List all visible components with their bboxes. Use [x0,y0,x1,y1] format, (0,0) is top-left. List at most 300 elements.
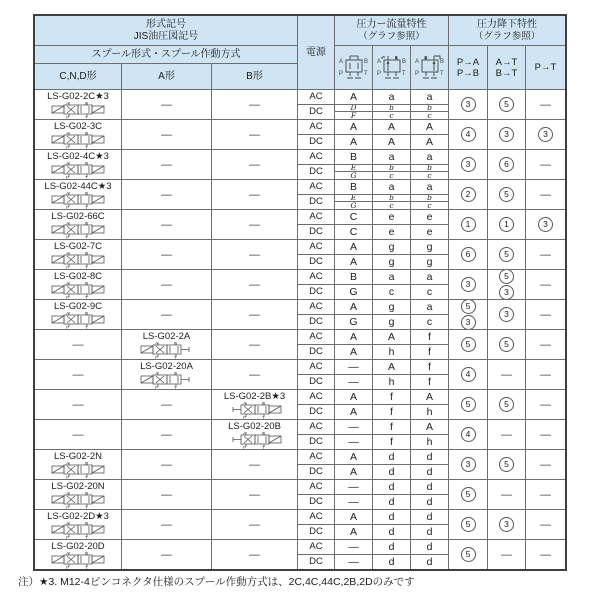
flow-value-dc: d [411,495,449,510]
graph-ref-badge: 5 [461,547,476,562]
graph-ref-badge: 5 [461,397,476,412]
svg-text:P: P [66,114,70,119]
power-ac-label: AC [298,270,335,285]
flow-value-dc: h [411,405,449,420]
flow-value-dc: d [373,525,411,540]
graph-ref-badge: 6 [499,157,514,172]
flow-value-dc: f [411,345,449,360]
svg-text:B: B [363,58,368,65]
flow-value-ac: B [335,150,373,165]
svg-text:A: A [66,221,70,226]
power-dc-label: DC [298,105,335,120]
graph-ref-badge: 5 [499,397,514,412]
pressure-drop-cell [526,510,565,539]
empty-dash: — [540,458,551,471]
drop-col-label: A→T [495,56,518,68]
flow-value-ac: B [335,180,373,195]
svg-text:T: T [261,444,265,449]
svg-text:A: A [66,311,70,316]
svg-text:T: T [85,294,88,299]
empty-dash: — [161,249,172,261]
jis-valve-symbol-icon [43,492,113,509]
power-ac-label: AC [298,240,335,255]
empty-cell [35,330,122,359]
table-row [35,150,565,180]
empty-dash: — [540,518,551,531]
flow-value-dc [335,105,373,120]
flow-value-ac: A [335,450,373,465]
empty-dash: — [249,309,260,321]
drop-subtitle: （グラフ参照） [473,30,541,42]
flow-value-ac: g [373,300,411,315]
flow-value-dc [373,165,411,180]
table-row [35,240,565,270]
header-drop-at-bt [488,46,526,90]
svg-text:T: T [401,70,406,77]
flow-value-dc: d [411,555,449,570]
flow-symbol-cell-2 [373,46,411,90]
flow-value-dc [373,105,411,120]
flow-value-dc: A [335,135,373,150]
flow-value-dc-top: b [427,194,432,203]
empty-dash: — [161,279,172,291]
svg-text:B: B [261,431,265,436]
empty-dash: — [161,189,172,201]
flow-value-ac: d [411,540,449,555]
flow-value-dc-bottom: c [411,111,448,119]
svg-text:A: A [66,191,70,196]
flow-value-dc: d [411,465,449,480]
pressure-drop-cell [449,510,488,539]
empty-cell [122,120,212,149]
header-flow-title [335,16,449,46]
power-dc-label: DC [298,135,335,150]
graph-ref-badge: 5 [461,300,476,314]
model-title-line2: JIS油圧図記号 [133,30,199,42]
graph-ref-badge: 2 [461,187,476,202]
empty-dash: — [540,188,551,201]
table-row [35,510,565,540]
graph-ref-badge: 4 [461,367,476,382]
drop-col-label: B→T [495,67,518,79]
jis-valve-symbol-icon [43,282,113,299]
model-cell [35,300,122,329]
jis-valve-symbol-icon [43,252,113,269]
empty-cell [212,270,298,299]
graph-ref-badge: 5 [499,457,514,472]
header-drop-pa-pb [449,46,488,90]
flow-value-dc-top: b [427,164,432,173]
jis-valve-symbol-icon [43,102,113,119]
pressure-drop-cell [526,120,565,149]
pressure-drop-cell [488,300,526,329]
flow-value-dc: A [335,255,373,270]
empty-cell [212,450,298,479]
flow-value-ac: A [335,510,373,525]
jis-valve-symbol-icon [43,162,113,179]
flow-value-ac: a [411,300,449,315]
pressure-drop-cell [526,330,565,359]
flow-value-ac: f [411,360,449,375]
flow-value-dc: h [373,345,411,360]
model-code: LS-G02-2N [53,450,103,462]
empty-dash: — [249,519,260,531]
svg-text:T: T [85,264,88,269]
model-cell [35,510,122,539]
flow-value-dc: f [373,405,411,420]
flow-value-ac: a [373,180,411,195]
pressure-drop-cell [488,210,526,239]
pressure-drop-cell [526,240,565,269]
empty-dash: — [161,129,172,141]
flow-value-dc-bottom: c [373,171,410,179]
svg-text:B: B [85,281,89,286]
svg-text:T: T [85,204,88,209]
svg-text:A: A [376,58,381,65]
flow-value-dc: A [335,525,373,540]
flow-value-dc [373,195,411,210]
pressure-drop-cell [449,270,488,299]
pressure-drop-cell [526,90,565,119]
flow-value-ac: — [335,360,373,375]
empty-dash: — [540,248,551,261]
svg-text:P: P [66,234,70,239]
svg-text:B: B [85,221,89,226]
pressure-drop-cell [488,240,526,269]
empty-dash: — [540,308,551,321]
svg-text:P: P [242,444,246,449]
table-header [35,16,565,90]
pressure-drop-cell [526,270,565,299]
empty-dash: — [249,159,260,171]
flow-value-ac: d [373,480,411,495]
flow-value-dc: h [373,375,411,390]
flow-value-ac: A [335,300,373,315]
power-ac-label: AC [298,330,335,345]
model-cell [35,90,122,119]
graph-ref-badge: 5 [461,487,476,502]
flow-value-ac: f [373,420,411,435]
empty-dash: — [540,398,551,411]
svg-text:P: P [66,294,70,299]
empty-cell [122,420,212,449]
flow-value-dc: d [373,555,411,570]
power-ac-label: AC [298,90,335,105]
flow-value-dc: d [373,465,411,480]
header-drop-pt [526,46,565,90]
model-cell [35,480,122,509]
pressure-drop-cell [488,540,526,569]
flow-value-ac: A [335,330,373,345]
empty-cell [122,90,212,119]
flow-value-ac: — [335,480,373,495]
drop-title: 圧力降下特性 [477,18,537,30]
empty-dash: — [161,489,172,501]
svg-text:P: P [66,534,70,539]
empty-dash: — [540,428,551,441]
flow-value-ac: g [373,240,411,255]
model-code: LS-G02-4C★3 [47,150,109,162]
flow-value-dc: — [335,435,373,450]
graph-ref-badge: 3 [499,307,514,322]
flow-value-dc [335,195,373,210]
svg-text:P: P [154,354,158,359]
pressure-drop-cell [449,540,488,569]
empty-dash: — [249,279,260,291]
flow-value-dc-top: b [389,164,394,173]
empty-cell [212,240,298,269]
table-row [35,120,565,150]
empty-cell [212,150,298,179]
b-to-t-center-valve-icon [413,51,447,85]
svg-text:A: A [66,491,70,496]
table-row [35,300,565,330]
svg-text:P: P [376,70,381,77]
power-ac-label: AC [298,540,335,555]
flow-value-ac: — [335,540,373,555]
flow-value-ac: f [411,330,449,345]
flow-value-dc-top: b [427,104,432,113]
flow-value-ac: d [373,540,411,555]
empty-dash: — [72,339,84,351]
flow-value-ac: A [335,240,373,255]
power-dc-label: DC [298,255,335,270]
empty-dash: — [161,459,172,471]
empty-cell [122,180,212,209]
power-ac-label: AC [298,150,335,165]
empty-dash: — [161,159,172,171]
model-cell [212,420,298,449]
svg-text:B: B [85,131,89,136]
empty-dash: — [501,548,512,561]
power-ac-label: AC [298,180,335,195]
empty-cell [212,90,298,119]
flow-value-ac: A [335,90,373,105]
svg-text:T: T [85,504,88,509]
pressure-drop-cell [449,300,488,329]
empty-dash: — [501,488,512,501]
graph-ref-badge: 4 [461,427,476,442]
svg-text:A: A [242,401,246,406]
svg-text:B: B [85,521,89,526]
power-ac-label: AC [298,360,335,375]
flow-value-dc: — [335,555,373,570]
graph-ref-badge: 4 [461,127,476,142]
empty-dash: — [161,399,172,411]
flow-value-ac: d [411,510,449,525]
flow-value-ac: A [335,390,373,405]
pressure-drop-cell [488,270,526,299]
empty-cell [35,390,122,419]
flow-value-dc: A [335,405,373,420]
model-cell [122,330,212,359]
jis-valve-symbol-icon [43,222,113,239]
model-cell [122,360,212,389]
flow-value-dc: A [335,465,373,480]
flow-value-ac: d [411,450,449,465]
table-row [35,90,565,120]
flow-value-dc: d [373,495,411,510]
svg-text:P: P [338,70,343,77]
svg-text:T: T [85,234,88,239]
svg-text:T: T [85,144,88,149]
svg-text:T: T [173,384,177,389]
power-ac-label: AC [298,450,335,465]
svg-text:B: B [85,311,89,316]
svg-text:T: T [85,324,88,329]
flow-value-ac: a [411,180,449,195]
flow-value-dc-top: b [389,104,394,113]
pressure-drop-cell [488,510,526,539]
pressure-drop-cell [488,420,526,449]
empty-cell [212,540,298,569]
empty-cell [212,210,298,239]
graph-ref-badge: 3 [499,127,514,142]
graph-ref-badge: 3 [461,277,476,292]
pressure-drop-cell [488,480,526,509]
empty-dash: — [249,369,260,381]
pressure-drop-cell [449,330,488,359]
pressure-drop-cell [488,90,526,119]
pressure-drop-cell [526,360,565,389]
flow-value-ac: g [411,240,449,255]
graph-ref-badge: 5 [499,270,514,284]
flow-symbol-cell-1 [335,46,373,90]
flow-value-ac: A [335,120,373,135]
svg-text:T: T [439,70,444,77]
svg-text:B: B [85,101,89,106]
flow-value-ac: a [373,150,411,165]
flow-value-ac: d [373,510,411,525]
flow-value-dc: — [335,495,373,510]
model-code: LS-G02-3C [53,120,103,132]
graph-ref-badge: 5 [499,97,514,112]
svg-text:A: A [338,58,343,65]
power-ac-label: AC [298,300,335,315]
pressure-drop-cell [449,150,488,179]
graph-ref-badge: 3 [461,315,476,329]
empty-dash: — [249,339,260,351]
empty-dash: — [540,98,551,111]
flow-value-ac: B [335,270,373,285]
empty-dash: — [249,549,260,561]
svg-text:T: T [85,474,88,479]
flow-value-dc-bottom: c [373,201,410,209]
flow-value-dc: A [411,135,449,150]
power-dc-label: DC [298,525,335,540]
power-dc-label: DC [298,465,335,480]
empty-cell [122,540,212,569]
empty-cell [212,480,298,509]
power-dc-label: DC [298,165,335,180]
pressure-drop-cell [488,330,526,359]
empty-dash: — [501,368,512,381]
empty-cell [122,150,212,179]
jis-valve-symbol-icon [43,552,113,569]
svg-text:P: P [66,174,70,179]
model-code: LS-G02-7C [53,240,103,252]
model-code: LS-G02-2D★3 [47,510,109,522]
svg-text:B: B [401,58,406,65]
header-power: 電源 [298,16,335,90]
flow-value-dc [411,165,449,180]
svg-text:P: P [66,324,70,329]
pressure-drop-cell [449,240,488,269]
pressure-drop-cell [488,150,526,179]
flow-value-ac: d [411,480,449,495]
empty-dash: — [540,488,551,501]
power-dc-label: DC [298,435,335,450]
power-dc-label: DC [298,405,335,420]
empty-dash: — [161,99,172,111]
power-ac-label: AC [298,120,335,135]
empty-dash: — [540,278,551,291]
table-row [35,360,565,390]
pressure-drop-cell [526,540,565,569]
flow-value-ac: A [373,360,411,375]
table-row [35,450,565,480]
flow-value-dc: G [335,315,373,330]
power-ac-label: AC [298,510,335,525]
empty-dash: — [501,428,512,441]
svg-text:B: B [85,491,89,496]
svg-text:B: B [439,58,444,65]
flow-value-dc: g [411,255,449,270]
svg-text:P: P [154,384,158,389]
svg-text:A: A [66,551,70,556]
pressure-drop-cell [526,150,565,179]
empty-cell [212,330,298,359]
pressure-drop-cell [488,180,526,209]
graph-ref-badge: 1 [461,217,476,232]
table-row [35,330,565,360]
table-row [35,180,565,210]
pressure-drop-cell [449,180,488,209]
graph-ref-badge: 5 [499,337,514,352]
flow-value-ac: a [411,150,449,165]
empty-cell [122,210,212,239]
jis-valve-symbol-icon [132,372,202,389]
svg-text:P: P [66,264,70,269]
svg-text:P: P [66,204,70,209]
flow-value-dc: f [411,375,449,390]
svg-text:A: A [66,521,70,526]
model-code: LS-G02-2A [142,330,191,342]
svg-text:A: A [66,461,70,466]
flow-value-ac: e [373,210,411,225]
flow-value-ac: a [373,90,411,105]
empty-cell [122,510,212,539]
empty-dash: — [249,189,260,201]
a-to-t-center-valve-icon [375,51,409,85]
svg-text:A: A [154,341,158,346]
flow-value-dc-bottom: c [411,171,448,179]
empty-dash: — [72,369,84,381]
flow-symbol-cell-3 [411,46,449,90]
svg-text:T: T [261,414,265,419]
jis-valve-symbol-icon [220,432,290,449]
empty-dash: — [161,429,172,441]
svg-text:B: B [85,551,89,556]
svg-text:P: P [66,564,70,569]
jis-valve-symbol-icon [220,402,290,419]
flow-value-dc [335,165,373,180]
flow-value-dc: h [411,435,449,450]
model-cell [35,450,122,479]
model-code: LS-G02-2C★3 [47,90,109,102]
graph-ref-badge: 3 [538,127,553,142]
empty-dash: — [161,219,172,231]
